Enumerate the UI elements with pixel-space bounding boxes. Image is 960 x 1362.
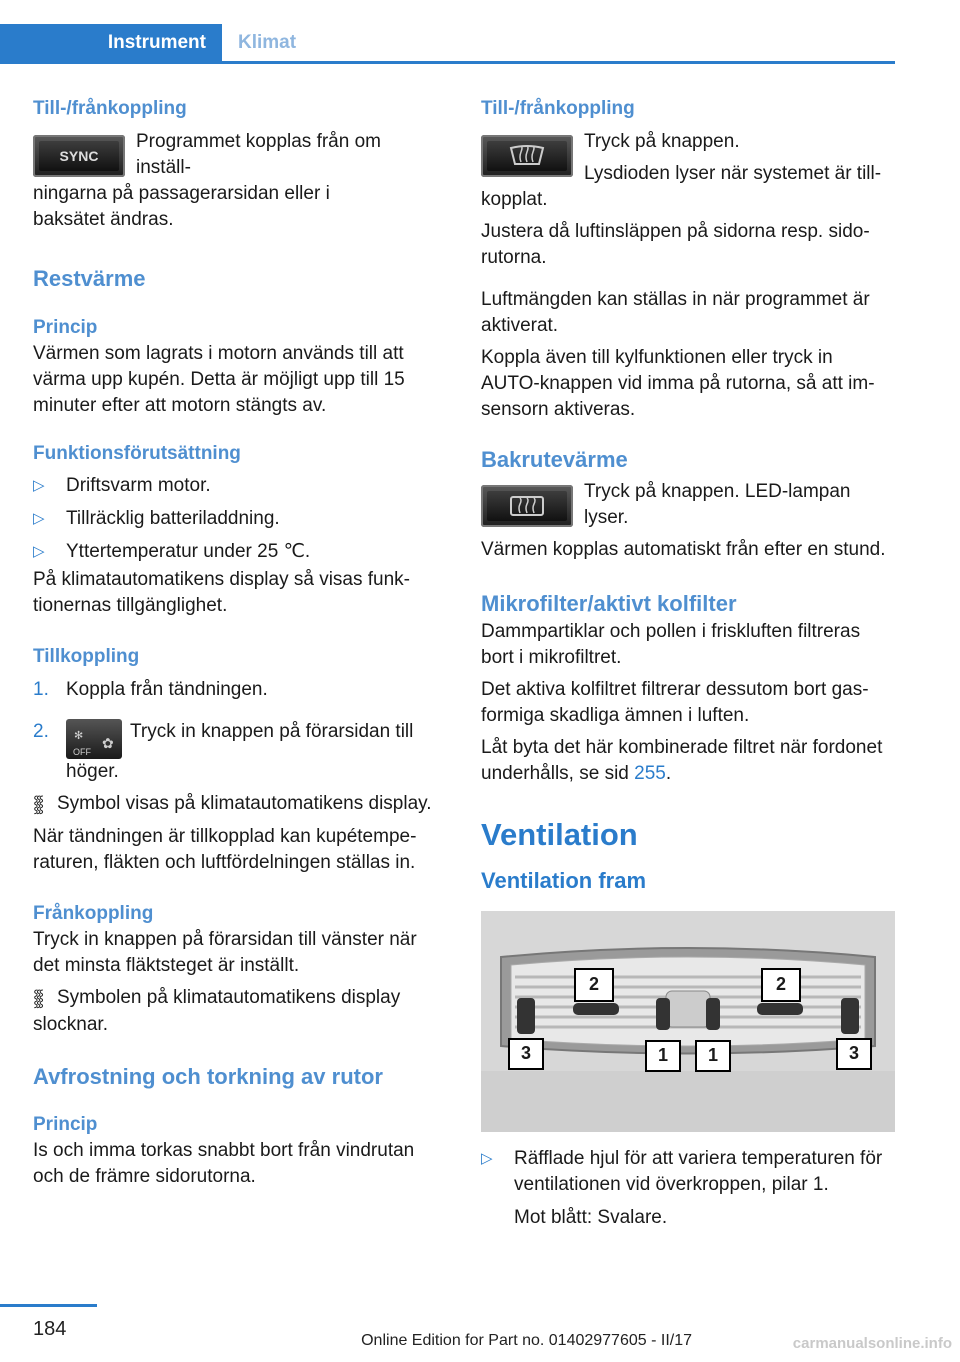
heading-frankoppling: Frånkoppling xyxy=(33,903,154,924)
mikro-text-2: Det aktiva kolfiltret filtrerar dessutom bort gasformiga skadliga ämnen i luften. xyxy=(481,679,869,726)
right-column xyxy=(481,96,895,1231)
list-item: ▷ Yttertemperatur under 25 ℃. xyxy=(33,539,438,565)
luftmangd-text: Luftmängden kan ställas in när programmet är aktiverat. xyxy=(481,289,870,336)
defrost-text-b: Lysdioden lyser när systemet är tillkopplat. xyxy=(481,163,882,210)
sync-text-b: ningarna på passagerarsidan eller i xyxy=(33,183,330,204)
ventilation-photo xyxy=(481,911,895,1132)
koppla-text: Koppla även till kylfunktionen eller tryck in AUTO-knappen vid imma på rutorna, så att imsensorn aktiveras. xyxy=(481,347,875,420)
rear-window-defrost-button-icon xyxy=(481,485,573,527)
watermark: carmanualsonline.info xyxy=(792,1335,952,1352)
arrow-label-2-right: 2 xyxy=(761,968,801,1002)
defrost-text-a: Tryck på knappen. xyxy=(584,131,740,152)
sync-button-icon xyxy=(33,135,125,177)
heading-bakrutevarme: Bakrutevärme xyxy=(481,447,628,472)
sync-block xyxy=(33,129,438,233)
footer-rule xyxy=(0,1304,97,1307)
heading-tillkoppling: Tillkoppling xyxy=(33,646,140,667)
list-item: ▷ Tillräcklig batteriladdning. xyxy=(33,506,438,532)
list-item: ▷ Driftsvarm motor. xyxy=(33,473,438,499)
tandning-text: När tändningen är tillkopplad kan kupétemperaturen, fläkten och luftfördelningen ställas in. xyxy=(33,826,417,873)
arrow-label-1-left: 1 xyxy=(645,1040,681,1072)
symbol-text: ⸾⸾⸾ Symbol visas på klimatautomatikens display. xyxy=(33,791,438,818)
windshield-defrost-button-icon xyxy=(481,135,573,177)
frankoppling-text: Tryck in knappen på förarsidan till vänster när det minsta fläktsteget är inställt. xyxy=(33,929,417,976)
heading-funktionsforutsattning: Funktionsförutsättning xyxy=(33,443,241,464)
defrost-block xyxy=(481,129,895,213)
tab-klimat[interactable]: Klimat xyxy=(238,32,297,53)
list-item: 1. Koppla från tändningen. xyxy=(33,679,268,700)
mikro-text-1: Dammpartiklar och pollen i friskluften filtreras bort i mikrofiltret. xyxy=(481,621,861,668)
funktion-note: På klimatautomatikens display så visas funktionernas tillgänglighet. xyxy=(33,569,410,616)
heading-till-frankoppling-right: Till-/frånkoppling xyxy=(481,98,635,119)
vent-sub-text: Mot blått: Svalare. xyxy=(514,1207,668,1228)
requirements-list xyxy=(33,473,438,565)
ventilation-list xyxy=(481,1146,895,1198)
princip2-text: Is och imma torkas snabbt bort från vindrutan och de främre sidorutorna. xyxy=(33,1140,415,1187)
arrow-label-3-right: 3 xyxy=(836,1038,872,1070)
heading-mikrofilter: Mikrofilter/aktivt kolfilter xyxy=(481,591,737,616)
arrow-label-1-right: 1 xyxy=(695,1040,731,1072)
edition-text: Online Edition for Part no. 01402977605 - II/17 xyxy=(361,1332,692,1349)
page-link[interactable]: 255 xyxy=(634,763,666,784)
heading-ventilation: Ventilation xyxy=(481,817,638,852)
triangle-bullet-icon: ▷ xyxy=(33,510,45,527)
fan-off-button-icon: ✻ OFF ✿ xyxy=(66,719,122,759)
heading-avfrostning: Avfrostning och torkning av rutor xyxy=(33,1064,383,1089)
sync-text-c: baksätet ändras. xyxy=(33,209,174,230)
list-item: 2. ✻ OFF ✿ Tryck in knappen på förarsidan till höger. xyxy=(33,721,414,782)
heading-restvarme: Restvärme xyxy=(33,266,146,291)
mikro-text-3: Låt byta det här kombinerade filtret när fordonet underhålls, se sid 255. xyxy=(481,737,883,784)
heat-waves-icon: ⸾⸾⸾ xyxy=(33,990,42,1007)
heading-princip: Princip xyxy=(33,317,98,338)
rear-defrost-block xyxy=(481,479,895,563)
list-item: ▷ Räfflade hjul för att variera temperaturen för ventilationen vid överkroppen, pilar 1. xyxy=(481,1148,883,1195)
steps-list xyxy=(33,677,438,785)
princip-text: Värmen som lagrats i motorn används till att värma upp kupén. Detta är möjligt upp till 15 minuter efter att motorn stängts av. xyxy=(33,343,405,416)
tab-instrument[interactable]: Instrument xyxy=(0,24,222,61)
symbolen-text: ⸾⸾⸾ Symbolen på klimatautomatikens display slocknar. xyxy=(33,987,401,1035)
sync-text-a: Programmet kopplas från om inställ- xyxy=(136,131,381,178)
tab-bar xyxy=(0,24,895,64)
sync-label: SYNC xyxy=(59,148,99,164)
heading-ventilation-fram: Ventilation fram xyxy=(481,868,647,893)
triangle-bullet-icon: ▷ xyxy=(481,1150,493,1167)
triangle-bullet-icon: ▷ xyxy=(33,477,45,494)
left-column xyxy=(33,96,438,1190)
page-number: 184 xyxy=(33,1318,67,1340)
arrow-label-3-left: 3 xyxy=(508,1038,544,1070)
heat-waves-icon: ⸾⸾⸾ xyxy=(33,796,42,813)
heading-princip-2: Princip xyxy=(33,1114,98,1135)
justera-text: Justera då luftinsläppen på sidorna resp. sidorutorna. xyxy=(481,221,870,268)
bakrute-text-a: Tryck på knappen. LED-lampan lyser. xyxy=(584,481,851,528)
arrow-label-2-left: 2 xyxy=(574,968,614,1002)
triangle-bullet-icon: ▷ xyxy=(33,543,45,560)
bakrute-text-b: Värmen kopplas automatiskt från efter en stund. xyxy=(481,539,886,560)
heading-till-frankoppling: Till-/frånkoppling xyxy=(33,98,187,119)
